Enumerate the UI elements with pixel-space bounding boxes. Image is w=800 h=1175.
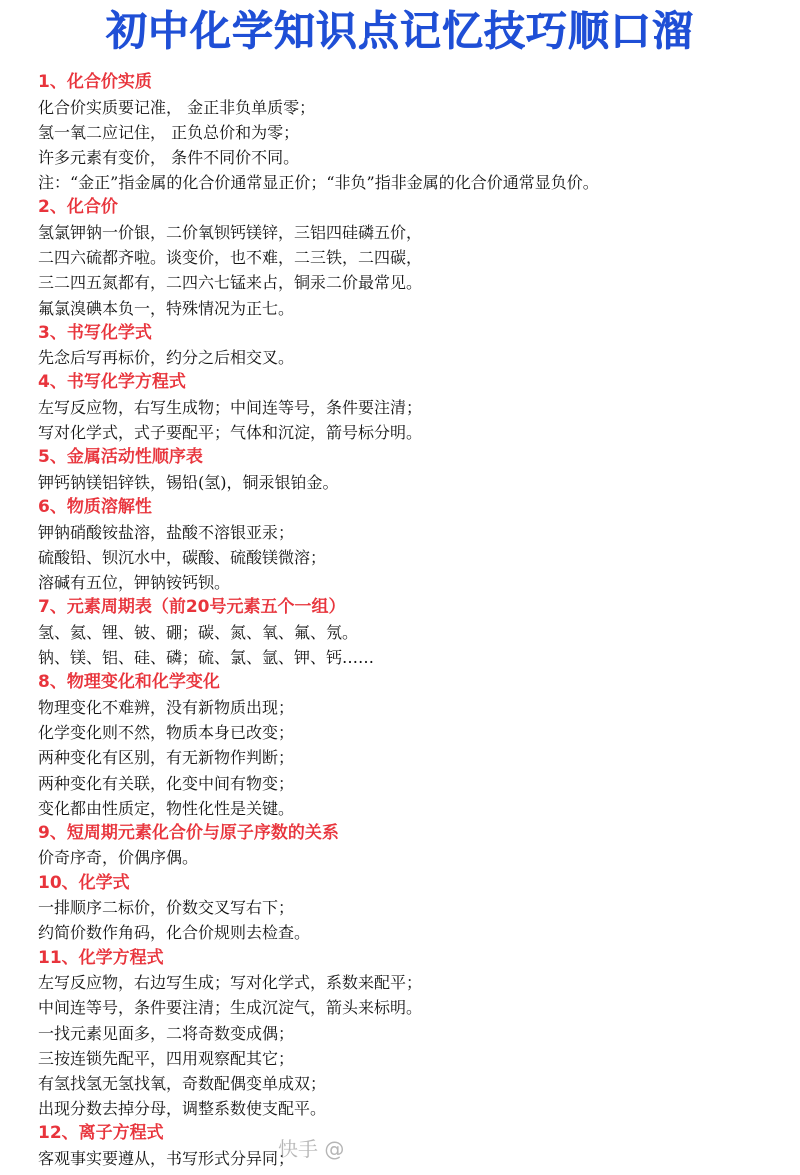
- section: [38, 195, 778, 320]
- text-line: 价奇序奇，价偶序偶。: [38, 848, 199, 868]
- section: [38, 595, 778, 670]
- text-line: 硫酸铅、钡沉水中，碳酸、硫酸镁微溶；: [38, 548, 327, 567]
- section-heading: 6、物质溶解性: [38, 497, 152, 518]
- text-line: 氢氯钾钠一价银，二价氧钡钙镁锌，三铝四硅磷五价，: [38, 222, 423, 242]
- text-line: 中间连等号，条件要注清；生成沉淀气，箭头来标明。: [38, 998, 423, 1018]
- text-line: 物理变化不难辨，没有新物质出现；: [38, 697, 295, 717]
- section-heading: 9、短周期元素化合价与原子序数的关系: [38, 822, 339, 843]
- section-heading: 2、化合价: [38, 197, 118, 218]
- document-body: [38, 70, 778, 1171]
- section: [38, 445, 778, 495]
- text-line: 钾钠硝酸铵盐溶，盐酸不溶银亚汞；: [38, 522, 295, 542]
- section-heading: 4、书写化学方程式: [38, 372, 186, 393]
- text-line: 有氢找氢无氢找氧，奇数配偶变单成双；: [38, 1073, 327, 1093]
- text-line: 左写反应物，右写生成物；中间连等号，条件要注清；: [38, 398, 423, 418]
- section-heading: 8、物理变化和化学变化: [38, 672, 220, 693]
- section: [38, 871, 778, 946]
- text-line: 先念后写再标价，约分之后相交叉。: [38, 348, 295, 368]
- text-line: 化合价实质要记准， 金正非负单质零；: [38, 97, 316, 117]
- section: [38, 1121, 778, 1171]
- text-line: 三二四五氮都有，二四六七锰来占，铜汞二价最常见。: [38, 273, 423, 293]
- section: [38, 370, 778, 445]
- text-line: 氢一氧二应记住， 正负总价和为零；: [38, 122, 300, 142]
- text-line: 钠、镁、铝、硅、磷；硫、氯、氩、钾、钙……: [38, 648, 375, 668]
- section: [38, 70, 778, 195]
- watermark: 快手 @: [278, 1137, 345, 1161]
- section-heading: 3、书写化学式: [38, 322, 152, 343]
- text-line: 一找元素见面多，二将奇数变成偶；: [38, 1023, 295, 1043]
- text-line: 溶碱有五位，钾钠铵钙钡。: [38, 573, 231, 593]
- section: [38, 670, 778, 821]
- text-line: 一排顺序二标价，价数交叉写右下；: [38, 898, 295, 918]
- text-line: 客观事实要遵从，书写形式分异同；: [38, 1148, 295, 1168]
- text-line: 变化都由性质定，物性化性是关键。: [38, 798, 295, 818]
- section: [38, 946, 778, 1122]
- text-line: 注：“金正”指金属的化合价通常显正价；“非负”指非金属的化合价通常显负价。: [38, 173, 599, 193]
- text-line: 两种变化有关联，化变中间有物变；: [38, 773, 295, 793]
- section-heading: 11、化学方程式: [38, 947, 164, 968]
- text-line: 两种变化有区别，有无新物作判断；: [38, 748, 295, 768]
- page-title: 初中化学知识点记忆技巧顺口溜: [106, 7, 694, 55]
- text-line: 约简价数作角码，化合价规则去检查。: [38, 923, 311, 943]
- section: [38, 495, 778, 595]
- section: [38, 321, 778, 371]
- text-line: 写对化学式，式子要配平；气体和沉淀，箭号标分明。: [38, 423, 423, 443]
- text-line: 三按连锁先配平，四用观察配其它；: [38, 1048, 295, 1068]
- section-heading: 12、离子方程式: [38, 1123, 164, 1144]
- section-heading: 5、金属活动性顺序表: [38, 447, 203, 468]
- text-line: 左写反应物，右边写生成；写对化学式，系数来配平；: [38, 973, 423, 993]
- section-heading: 7、元素周期表（前20号元素五个一组）: [38, 597, 346, 618]
- text-line: 二四六硫都齐啦。谈变价，也不难，二三铁，二四碳，: [38, 248, 423, 268]
- text-line: 出现分数去掉分母，调整系数使支配平。: [38, 1099, 327, 1119]
- section-heading: 10、化学式: [38, 872, 130, 893]
- text-line: 氢、氦、锂、铍、硼；碳、氮、氧、氟、氖。: [38, 622, 359, 642]
- section: [38, 821, 778, 871]
- text-line: 许多元素有变价， 条件不同价不同。: [38, 147, 300, 167]
- text-line: 钾钙钠镁铝锌铁，锡铅(氢)，铜汞银铂金。: [38, 473, 339, 493]
- section-heading: 1、化合价实质: [38, 72, 152, 92]
- text-line: 化学变化则不然，物质本身已改变；: [38, 723, 295, 743]
- text-line: 氟氯溴碘本负一，特殊情况为正七。: [38, 298, 295, 318]
